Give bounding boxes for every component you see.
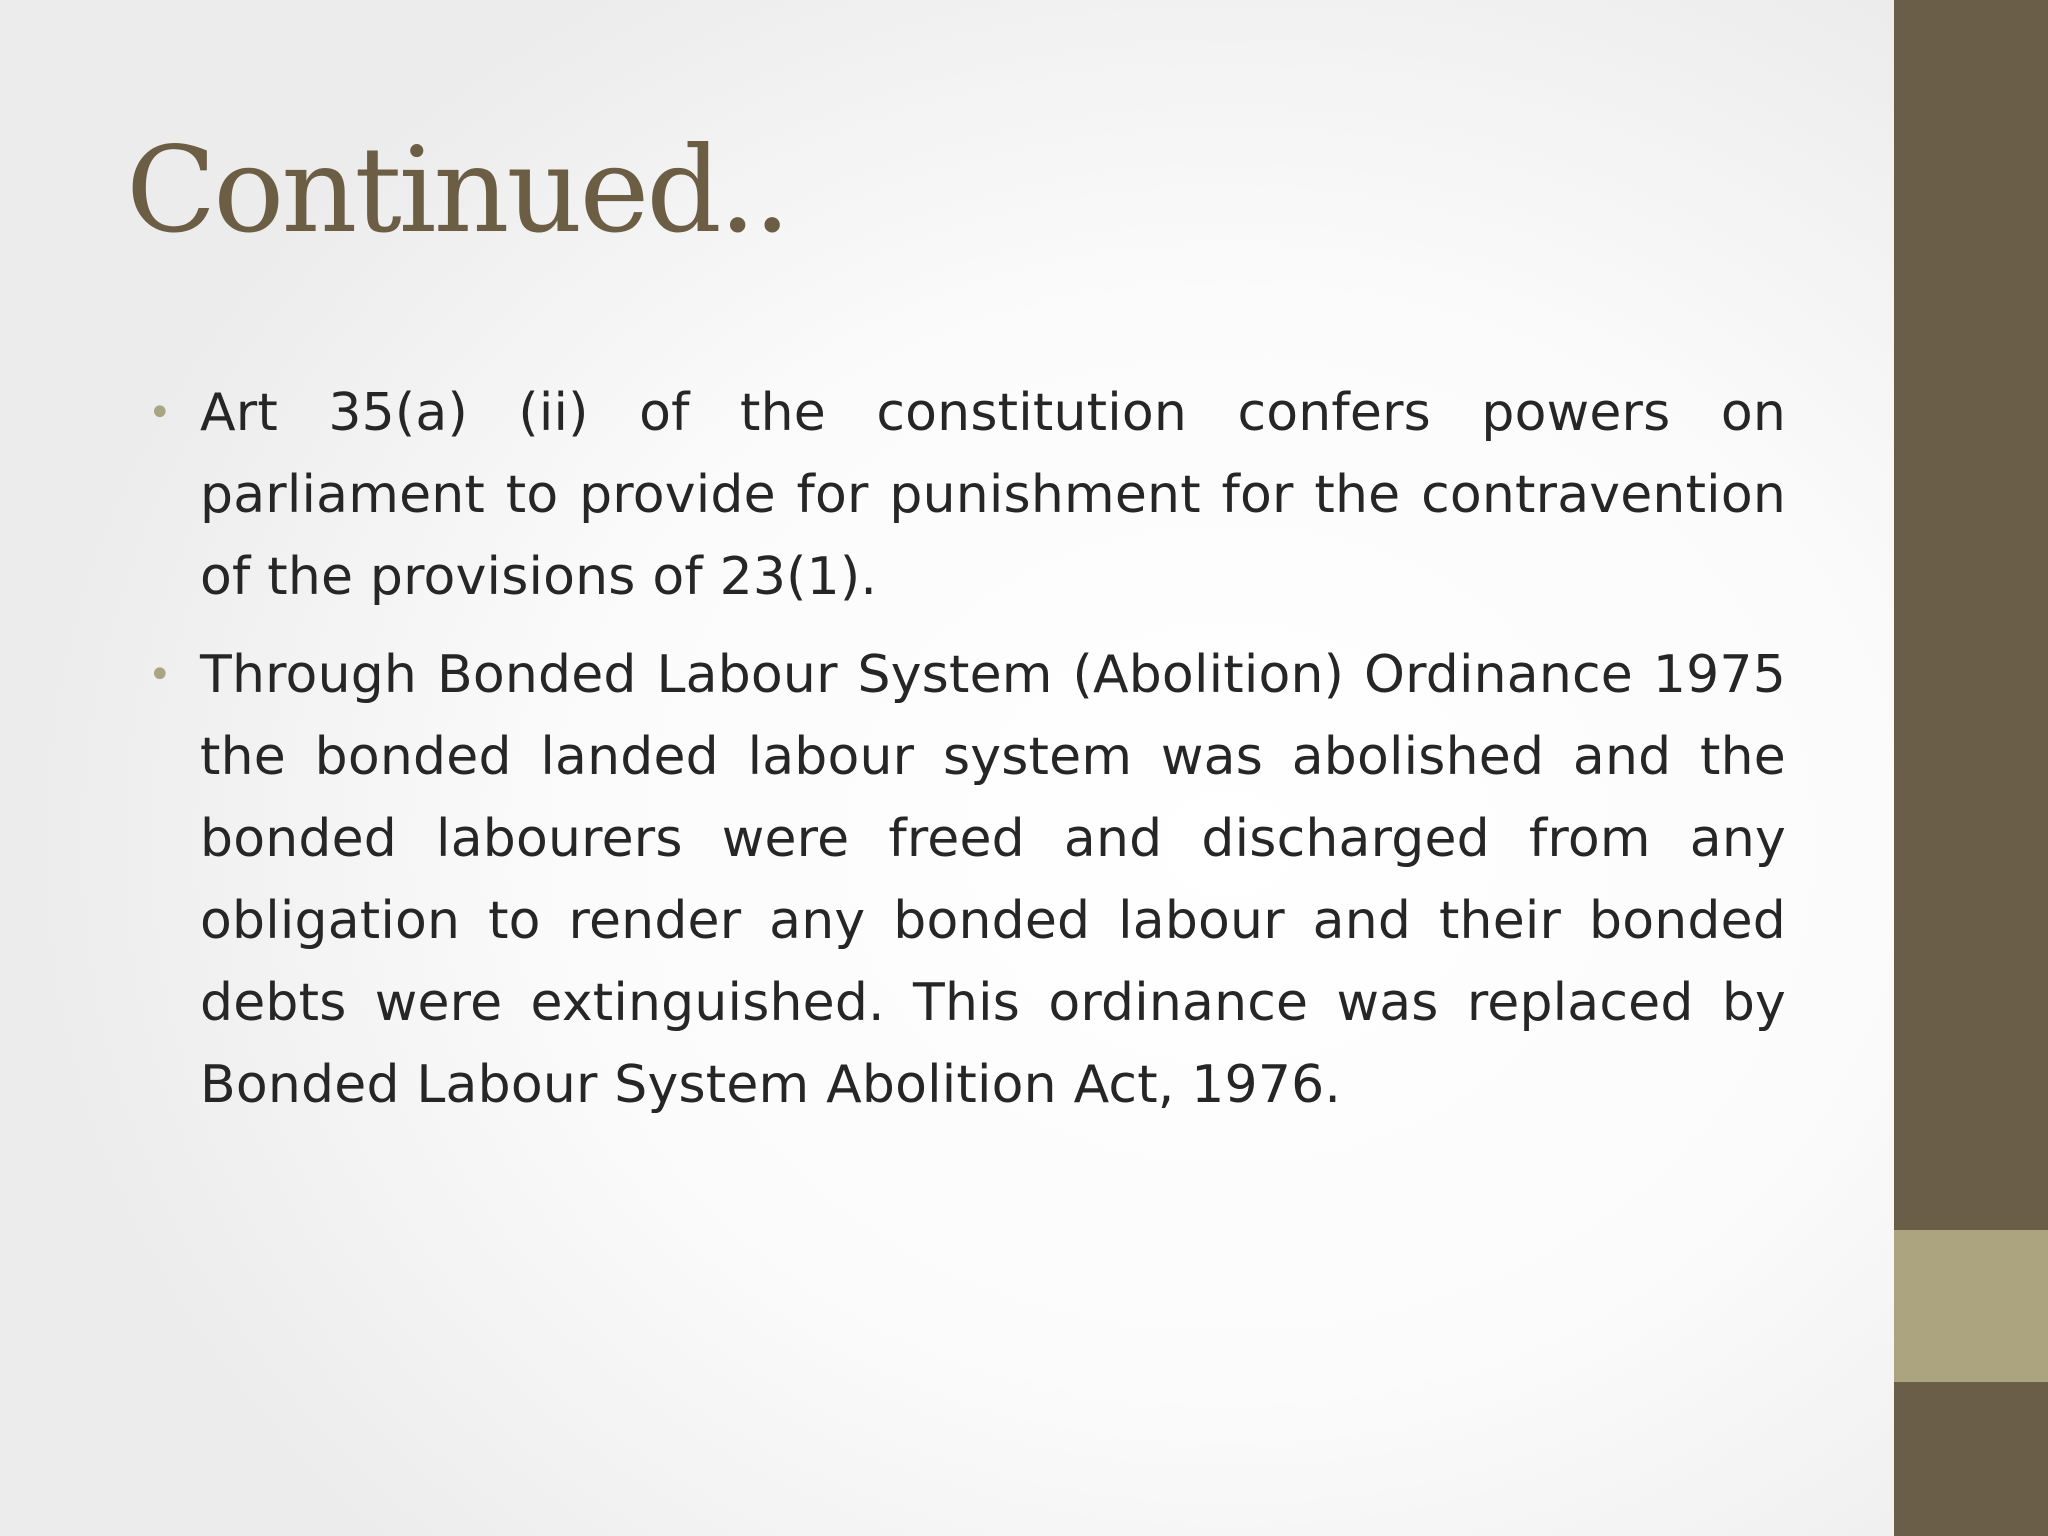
bullet-list [148,372,1786,1142]
bullet-marker-icon: • [148,390,172,436]
decorative-side-band [1894,0,2048,1536]
bullet-item [148,634,1786,1126]
bullet-text: Art 35(a) (ii) of the constitution confers powers on parliament to provide for punishment for the contravention of the provisions of 23(1). [200,383,1786,607]
side-band-dark-bottom [1894,1382,2048,1536]
slide-title: Continued.. [126,121,788,259]
side-band-dark-top [1894,0,2048,1230]
side-band-light-accent [1894,1230,2048,1382]
bullet-marker-icon: • [148,652,172,698]
bullet-item [148,372,1786,618]
bullet-text: Through Bonded Labour System (Abolition) Ordinance 1975 the bonded landed labour system was abolished and the bonded labourers were freed and discharged from any obligation to render any bonded labour and their bonded debts were extinguished. This ordinance was replaced by Bonded Labour System Abolition Act, 1976. [200,645,1786,1115]
